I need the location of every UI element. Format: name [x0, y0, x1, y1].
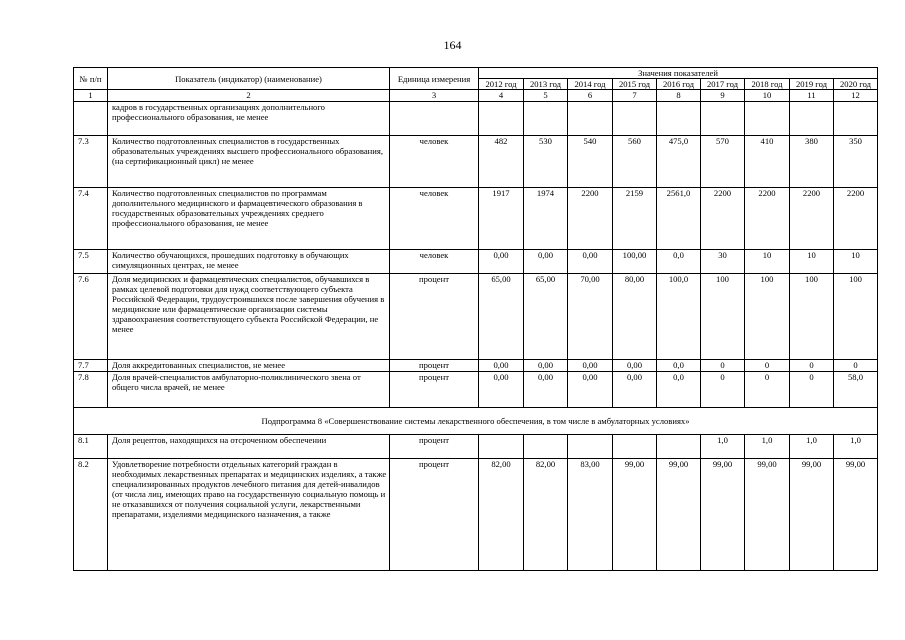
value-cell: 0,00	[613, 360, 657, 372]
value-cell: 482	[479, 136, 524, 188]
table-row	[74, 372, 878, 408]
year-header: 2019 год	[790, 79, 834, 90]
indicator-name: Доля медицинских и фармацевтических специалистов, обучавшихся в рамках целевой подготовки для нужд соответствующего субъекта Российской Федерации, трудоустроившихся после завершения обучения в медицинские или фармацевтические организации системы здравоохранения соответствующего субъекта Российской Федерации, не менее	[108, 274, 390, 360]
value-cell	[834, 102, 878, 136]
value-cell: 100,0	[657, 274, 701, 360]
row-number: 7.8	[74, 372, 108, 408]
year-header: 2017 год	[701, 79, 745, 90]
value-cell: 30	[701, 250, 745, 274]
row-number	[74, 102, 108, 136]
value-cell: 0	[745, 372, 790, 408]
subprogram-row	[74, 408, 878, 435]
column-number: 11	[790, 90, 834, 102]
value-cell: 99,00	[657, 459, 701, 571]
value-cell: 0,00	[479, 372, 524, 408]
value-cell	[568, 102, 613, 136]
indicator-name: Количество подготовленных специалистов в государственных образовательных учреждениях высшего профессионального образования, (на сертификационный цикл) не менее	[108, 136, 390, 188]
value-cell: 99,00	[834, 459, 878, 571]
value-cell: 540	[568, 136, 613, 188]
col-header-values: Значения показателей	[479, 68, 878, 79]
year-header: 2016 год	[657, 79, 701, 90]
unit-cell: человек	[390, 188, 479, 250]
row-number: 8.1	[74, 435, 108, 459]
value-cell: 0,00	[524, 372, 568, 408]
value-cell: 380	[790, 136, 834, 188]
column-number: 5	[524, 90, 568, 102]
value-cell: 350	[834, 136, 878, 188]
row-number: 7.7	[74, 360, 108, 372]
value-cell: 10	[790, 250, 834, 274]
value-cell: 0,00	[479, 360, 524, 372]
unit-cell	[390, 102, 479, 136]
value-cell: 0,00	[568, 372, 613, 408]
value-cell: 1974	[524, 188, 568, 250]
value-cell: 58,0	[834, 372, 878, 408]
column-number: 4	[479, 90, 524, 102]
value-cell: 2200	[568, 188, 613, 250]
value-cell	[613, 102, 657, 136]
value-cell: 10	[745, 250, 790, 274]
indicator-name: Доля аккредитованных специалистов, не менее	[108, 360, 390, 372]
table-row	[74, 274, 878, 360]
row-number: 7.6	[74, 274, 108, 360]
value-cell: 2159	[613, 188, 657, 250]
value-cell: 0	[790, 360, 834, 372]
value-cell: 99,00	[745, 459, 790, 571]
value-cell: 475,0	[657, 136, 701, 188]
value-cell: 99,00	[613, 459, 657, 571]
column-number: 12	[834, 90, 878, 102]
value-cell	[701, 102, 745, 136]
value-cell: 570	[701, 136, 745, 188]
value-cell: 1,0	[701, 435, 745, 459]
col-header-unit: Единица измерения	[390, 68, 479, 90]
unit-cell: человек	[390, 136, 479, 188]
year-header: 2012 год	[479, 79, 524, 90]
value-cell: 1,0	[834, 435, 878, 459]
indicator-name: Удовлетворение потребности отдельных категорий граждан в необходимых лекарственных препаратах и медицинских изделиях, а также специализированных продуктов лечебного питания для детей-инвалидов (от числа лиц, имеющих право на государственную социальную помощь и не отказавшихся от получения социальной услуги, лекарственными препаратами, изделиями медицинского назначения, а также	[108, 459, 390, 571]
value-cell	[479, 435, 524, 459]
value-cell: 2200	[790, 188, 834, 250]
column-number: 2	[108, 90, 390, 102]
value-cell: 2561,0	[657, 188, 701, 250]
column-number: 3	[390, 90, 479, 102]
value-cell: 1,0	[745, 435, 790, 459]
row-number: 7.4	[74, 188, 108, 250]
unit-cell: человек	[390, 250, 479, 274]
value-cell: 10	[834, 250, 878, 274]
value-cell: 100,00	[613, 250, 657, 274]
value-cell: 0	[790, 372, 834, 408]
value-cell	[745, 102, 790, 136]
value-cell: 70,00	[568, 274, 613, 360]
column-number: 10	[745, 90, 790, 102]
value-cell: 83,00	[568, 459, 613, 571]
year-header: 2015 год	[613, 79, 657, 90]
value-cell: 100	[790, 274, 834, 360]
value-cell: 100	[745, 274, 790, 360]
header-row-top	[74, 68, 878, 79]
value-cell: 100	[701, 274, 745, 360]
indicator-name: Доля врачей-специалистов амбулаторно-поликлинического звена от общего числа врачей, не менее	[108, 372, 390, 408]
value-cell	[524, 102, 568, 136]
value-cell: 0	[745, 360, 790, 372]
table-row	[74, 188, 878, 250]
unit-cell: процент	[390, 360, 479, 372]
value-cell: 82,00	[524, 459, 568, 571]
value-cell: 2200	[834, 188, 878, 250]
value-cell: 0,00	[479, 250, 524, 274]
value-cell: 0,00	[568, 360, 613, 372]
value-cell: 99,00	[701, 459, 745, 571]
value-cell	[568, 435, 613, 459]
value-cell	[657, 102, 701, 136]
value-cell	[613, 435, 657, 459]
value-cell: 560	[613, 136, 657, 188]
year-header: 2014 год	[568, 79, 613, 90]
row-number: 7.3	[74, 136, 108, 188]
value-cell: 65,00	[524, 274, 568, 360]
value-cell: 0,0	[657, 360, 701, 372]
value-cell: 1917	[479, 188, 524, 250]
value-cell: 410	[745, 136, 790, 188]
value-cell: 0,00	[613, 372, 657, 408]
year-header: 2013 год	[524, 79, 568, 90]
unit-cell: процент	[390, 274, 479, 360]
value-cell: 0	[701, 372, 745, 408]
year-header: 2018 год	[745, 79, 790, 90]
value-cell: 0,00	[568, 250, 613, 274]
indicator-name: Доля рецептов, находящихся на отсроченном обеспечении	[108, 435, 390, 459]
table-row	[74, 459, 878, 571]
value-cell: 100	[834, 274, 878, 360]
column-number: 7	[613, 90, 657, 102]
col-header-number: № п/п	[74, 68, 108, 90]
value-cell: 1,0	[790, 435, 834, 459]
value-cell: 0,00	[524, 360, 568, 372]
unit-cell: процент	[390, 459, 479, 571]
value-cell	[479, 102, 524, 136]
column-number: 1	[74, 90, 108, 102]
value-cell: 0,00	[524, 250, 568, 274]
column-number: 6	[568, 90, 613, 102]
table-row	[74, 435, 878, 459]
column-numbers-row	[74, 90, 878, 102]
table-row	[74, 102, 878, 136]
value-cell: 530	[524, 136, 568, 188]
value-cell: 2200	[745, 188, 790, 250]
value-cell: 0,0	[657, 372, 701, 408]
subprogram-title: Подпрограмма 8 «Совершенствование системы лекарственного обеспечения, в том числе в амбулаторных условиях»	[74, 408, 878, 435]
row-number: 7.5	[74, 250, 108, 274]
indicator-name: Количество подготовленных специалистов по программам дополнительного медицинского и фармацевтического образования в государственных образовательных учреждениях среднего профессионального образования, не менее	[108, 188, 390, 250]
value-cell: 82,00	[479, 459, 524, 571]
value-cell: 65,00	[479, 274, 524, 360]
page-number: 164	[443, 38, 462, 52]
value-cell: 0	[834, 360, 878, 372]
table-row	[74, 360, 878, 372]
indicator-name: кадров в государственных организациях дополнительного профессионального образования, не менее	[108, 102, 390, 136]
table-row	[74, 136, 878, 188]
value-cell: 2200	[701, 188, 745, 250]
indicators-table	[73, 67, 878, 571]
value-cell: 0,0	[657, 250, 701, 274]
column-number: 9	[701, 90, 745, 102]
table-row	[74, 250, 878, 274]
unit-cell: процент	[390, 372, 479, 408]
value-cell	[524, 435, 568, 459]
value-cell	[657, 435, 701, 459]
year-header: 2020 год	[834, 79, 878, 90]
col-header-indicator: Показатель (индикатор) (наименование)	[108, 68, 390, 90]
value-cell: 99,00	[790, 459, 834, 571]
value-cell	[790, 102, 834, 136]
row-number: 8.2	[74, 459, 108, 571]
value-cell: 0	[701, 360, 745, 372]
column-number: 8	[657, 90, 701, 102]
value-cell: 80,00	[613, 274, 657, 360]
indicator-name: Количество обучающихся, прошедших подготовку в обучающих симуляционных центрах, не менее	[108, 250, 390, 274]
unit-cell: процент	[390, 435, 479, 459]
